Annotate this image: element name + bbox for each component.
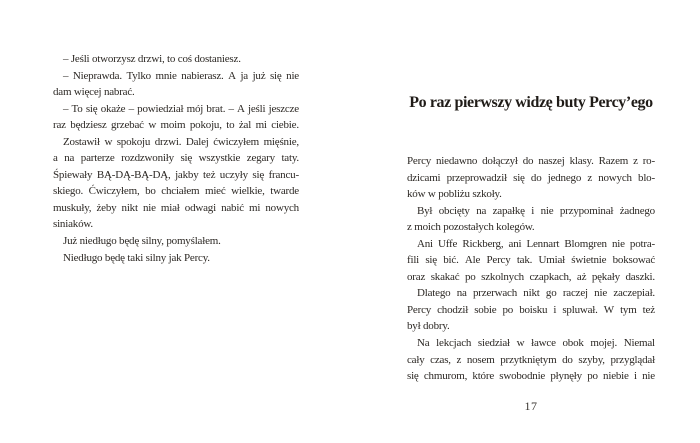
text-line: a na parterze rozdzwoniły się wszystkie zegary taty. <box>53 152 299 165</box>
text-line: cały czas, z nosem przytkniętym do szyby, przyglądał <box>407 353 655 366</box>
page-number: 17 <box>524 399 538 413</box>
text-line: Percy chodził sobie po boisku i spluwał. W tym też <box>407 303 655 316</box>
right-page-text <box>407 153 655 385</box>
text-line: Dlatego na przerwach nikt go raczej nie zaczepiał. <box>417 287 655 300</box>
text-line: – To się okaże – powiedział mój brat. – A jeśli jeszcze <box>63 102 299 115</box>
text-line: dzicami przeprowadził się do jednego z nowych blo- <box>407 171 655 184</box>
text-line: siniaków. <box>53 218 93 231</box>
text-line: ków w pobliżu szkoły. <box>407 188 502 201</box>
text-line: Zostawił w spokoju drzwi. Dalej ćwiczyłem mięśnie, <box>63 135 299 148</box>
text-line: dam więcej nabrać. <box>53 86 135 99</box>
text-line: muskuły, żeby nikt nie miał odwagi nabić mi nowych <box>53 201 299 214</box>
text-line: z moich pozostałych kolegów. <box>407 221 535 234</box>
chapter-heading: Po raz pierwszy widzę buty Percy’ego <box>409 94 653 111</box>
text-line: – Nieprawda. Tylko mnie nabierasz. A ja już się nie <box>63 69 299 82</box>
text-line: Śpiewały BĄ-DĄ-BĄ-DĄ, jakby też uczyły się francu- <box>53 168 299 181</box>
text-line: Na lekcjach siedział w ławce obok mojej. Niemal <box>417 337 655 350</box>
text-line: skiego. Ćwiczyłem, bo chciałem mieć wielkie, twarde <box>53 185 299 198</box>
text-line: Niedługo będę taki silny jak Percy. <box>63 251 210 264</box>
left-page-text <box>53 51 299 266</box>
text-line: był dobry. <box>407 320 450 333</box>
text-line: oraz skakać po szkolnych czapkach, aż pękały daszki. <box>407 270 655 283</box>
text-line: się chmurom, które swobodnie płynęły po niebie i nie <box>407 370 655 383</box>
text-line: Percy niedawno dołączył do naszej klasy. Razem z ro- <box>407 155 655 167</box>
text-line: Już niedługo będę silny, pomyślałem. <box>63 235 221 248</box>
text-line: Ani Uffe Rickberg, ani Lennart Blomgren nie potra- <box>417 237 655 250</box>
text-line: Był obcięty na zapałkę i nie przypominał żadnego <box>417 204 655 217</box>
text-line: – Jeśli otworzysz drzwi, to coś dostaniesz. <box>63 53 241 65</box>
text-line: raz będziesz grzebać w moim pokoju, to żal mi ciebie. <box>53 119 299 132</box>
text-line: fili się bić. Ale Percy tak. Umiał świetnie boksować <box>407 254 655 267</box>
